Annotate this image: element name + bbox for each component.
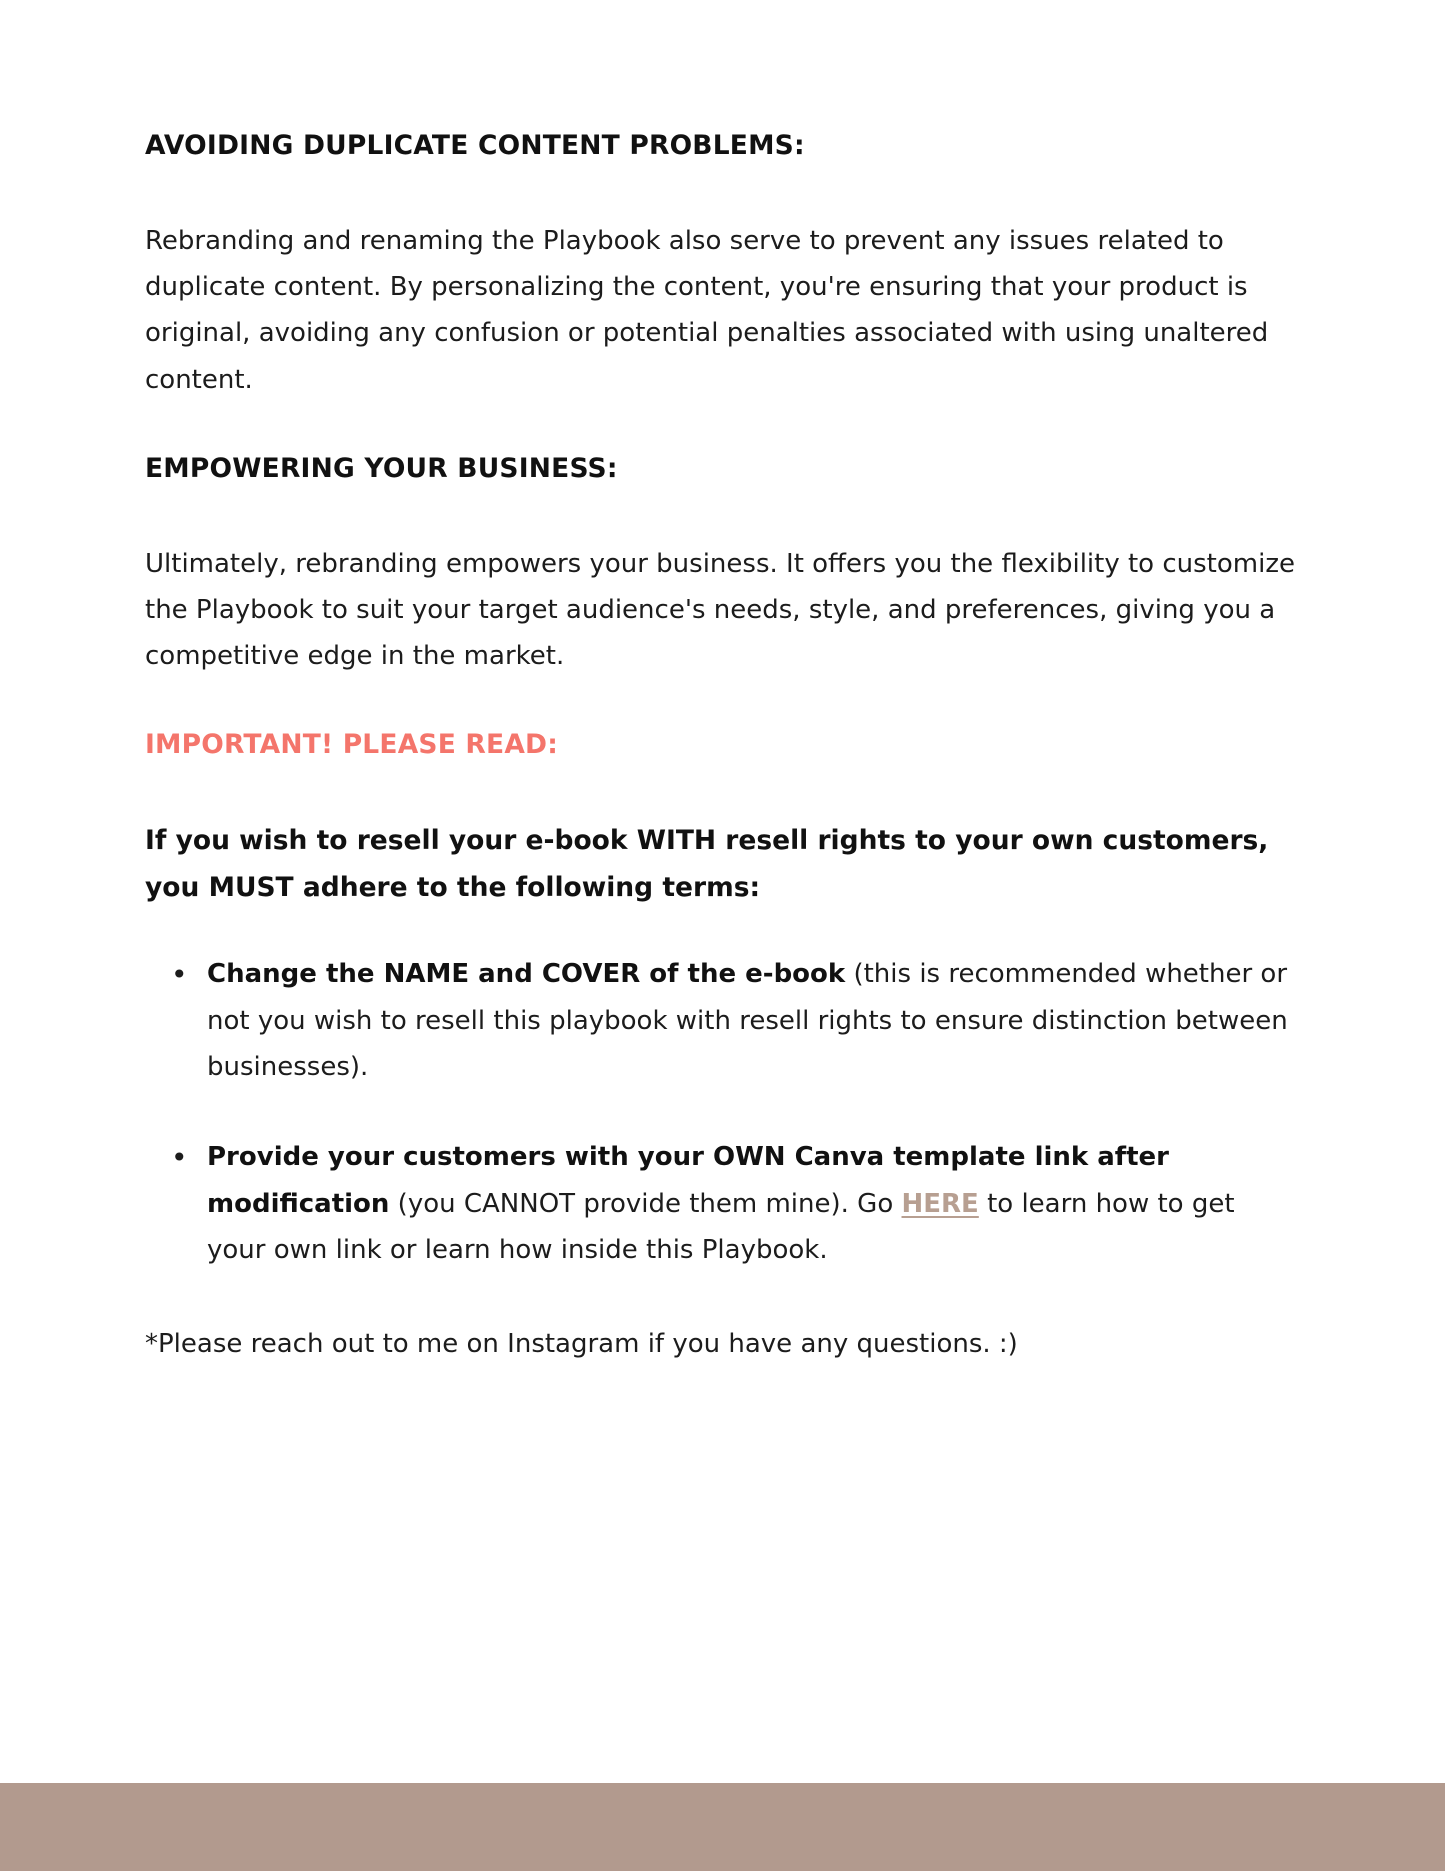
section-heading-empowering-business: EMPOWERING YOUR BUSINESS: bbox=[145, 452, 618, 484]
contact-note: *Please reach out to me on Instagram if you have any questions. :) bbox=[145, 1329, 1018, 1360]
important-notice-heading: IMPORTANT! PLEASE READ: bbox=[145, 729, 559, 761]
spacer bbox=[145, 164, 1300, 218]
spacer bbox=[145, 487, 1300, 541]
section-heading-duplicate-content: AVOIDING DUPLICATE CONTENT PROBLEMS: bbox=[145, 130, 805, 161]
spacer bbox=[145, 763, 1300, 817]
spacer bbox=[145, 679, 1300, 727]
resell-terms-list bbox=[145, 951, 1300, 1273]
list-item bbox=[145, 951, 1300, 1090]
spacer bbox=[145, 403, 1300, 451]
footer-bar bbox=[0, 1783, 1445, 1871]
section-paragraph-duplicate-content: Rebranding and renaming the Playbook also serve to prevent any issues related to duplicate content. By personalizing the content, you're ensuring that your product is original, avoiding any confusion or potential penalties associated with using unaltered content. bbox=[145, 225, 1269, 395]
list-item-bold-text: Change the NAME and COVER of the e-book bbox=[207, 959, 846, 990]
list-item bbox=[145, 1134, 1300, 1273]
list-item-text-after-link: to learn how to get your own link or learn how inside this Playbook. bbox=[207, 1188, 1235, 1265]
spacer bbox=[145, 1273, 1300, 1321]
section-paragraph-empowering-business: Ultimately, rebranding empowers your business. It offers you the flexibility to customize the Playbook to suit your target audience's needs, style, and preferences, giving you a competitive edge in the market. bbox=[145, 548, 1295, 672]
list-item-text: (you CANNOT provide them mine). Go bbox=[389, 1188, 902, 1219]
spacer bbox=[145, 911, 1300, 951]
document-content bbox=[145, 128, 1300, 1367]
here-link[interactable]: HERE bbox=[901, 1188, 979, 1219]
resell-terms-lead: If you wish to resell your e-book WITH resell rights to your own customers, you MUST adhere to the following terms: bbox=[145, 825, 1269, 904]
bullet-icon: • bbox=[171, 958, 188, 992]
bullet-icon: • bbox=[171, 1141, 188, 1175]
list-item-text: (this is recommended whether or not you wish to resell this playbook with resell rights to ensure distinction between businesses). bbox=[207, 959, 1288, 1082]
list-item-bold-text: Provide your customers with your OWN Canva template link after modification bbox=[207, 1142, 1169, 1219]
